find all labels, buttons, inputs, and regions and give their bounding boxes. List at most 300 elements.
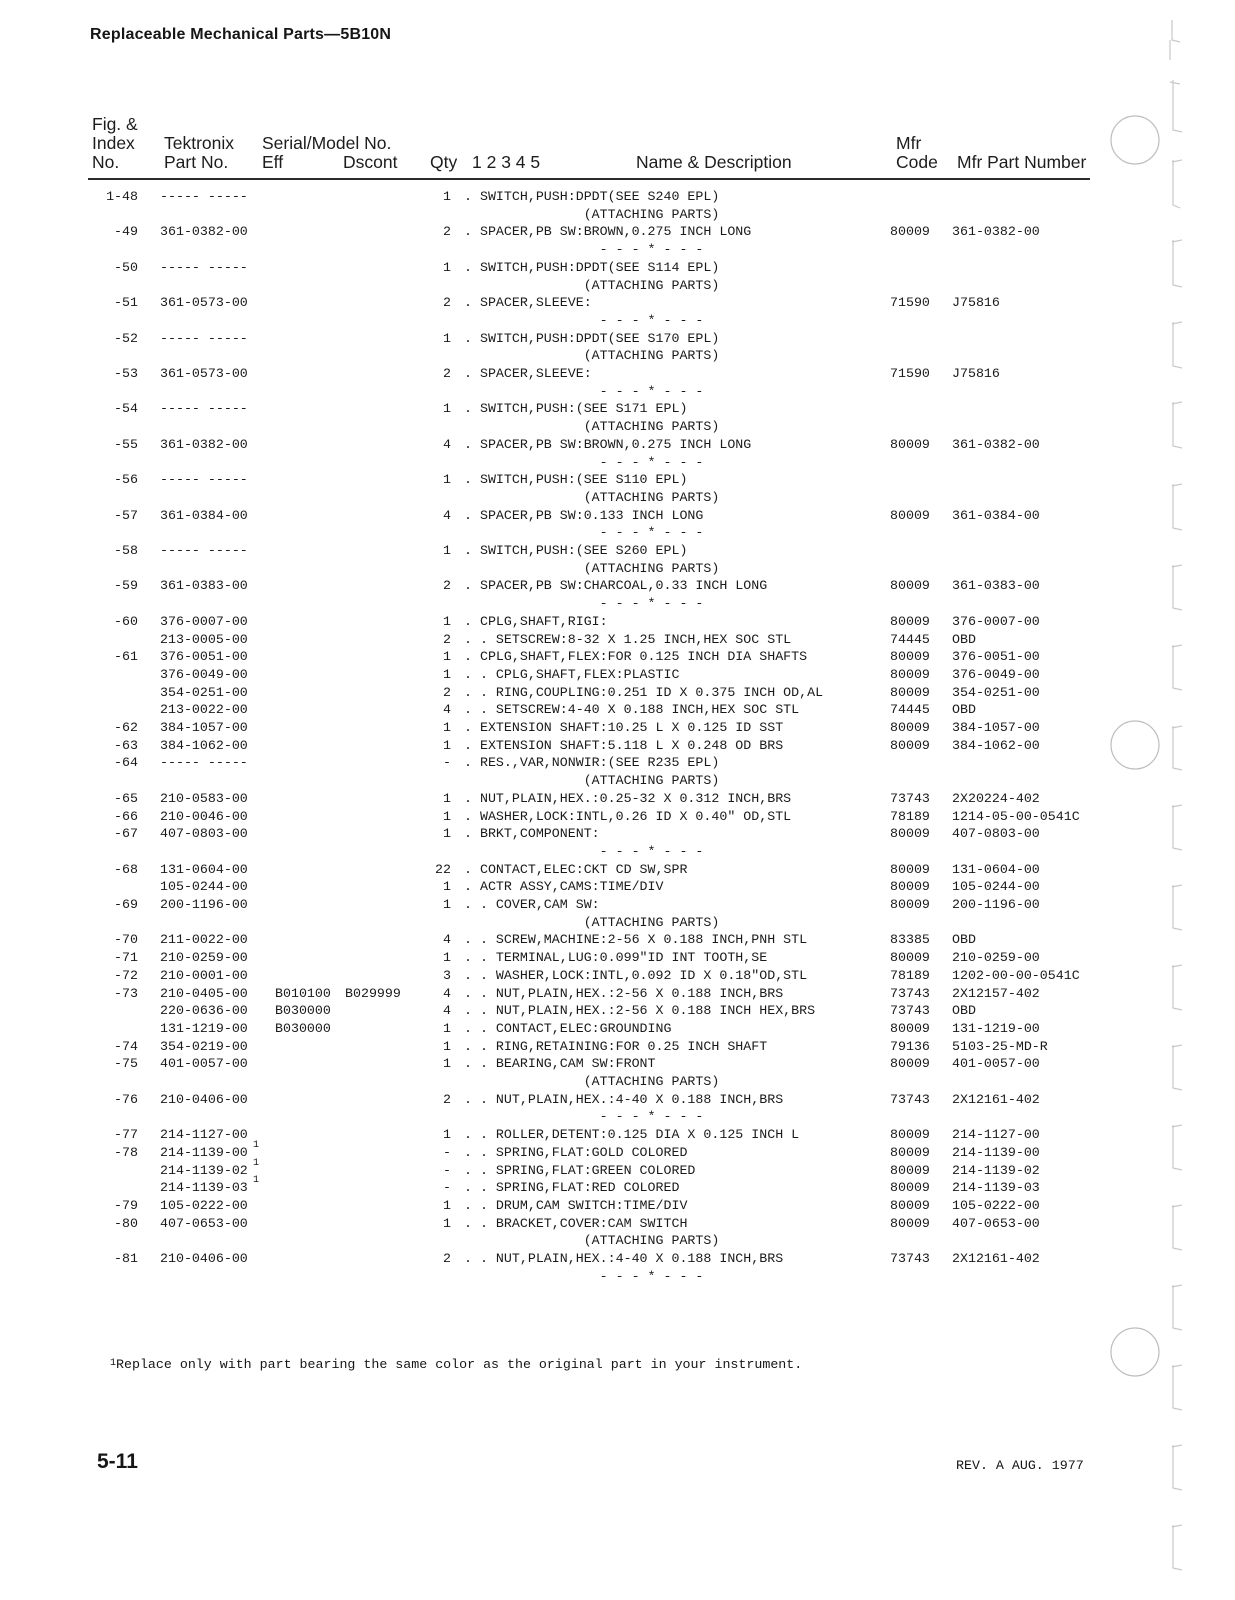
name-description: . . SPRING,FLAT:GREEN COLORED: [464, 1162, 696, 1178]
part-number: ----- -----: [160, 330, 248, 346]
name-description: . NUT,PLAIN,HEX.:0.25-32 X 0.312 INCH,BRS: [464, 790, 792, 806]
quantity: 1: [443, 613, 451, 629]
part-number: 200-1196-00: [160, 897, 248, 912]
fig-index: -79: [114, 1197, 138, 1213]
mfr-code: 73743: [890, 1251, 930, 1266]
fig-index: -70: [114, 932, 138, 948]
quantity: 1: [443, 189, 451, 204]
quantity: 1: [443, 666, 451, 682]
col-part-no: Tektronix Part No.: [164, 133, 235, 172]
mfr-code: 78189: [890, 808, 930, 824]
table-row: [0, 1091, 1235, 1109]
footnote-marker: 1: [110, 1358, 117, 1369]
fig-index: -71: [114, 950, 138, 966]
table-row: [0, 1020, 1235, 1038]
quantity: 2: [443, 631, 451, 647]
table-row: [0, 400, 1235, 418]
quantity: 1: [443, 1056, 451, 1072]
part-number: 384-1062-00: [160, 737, 248, 753]
fig-index: -53: [114, 366, 138, 381]
part-number: 376-0007-00: [160, 613, 248, 629]
mfr-code: 80009: [890, 1197, 930, 1213]
mfr-code: 80009: [890, 1162, 930, 1178]
mfr-code: 73743: [890, 790, 930, 806]
name-description: . . COVER,CAM SW:: [464, 897, 600, 912]
mfr-part-number: 407-0653-00: [952, 1215, 1040, 1231]
table-row: [0, 684, 1235, 702]
name-description: . SWITCH,PUSH:(SEE S260 EPL): [464, 543, 688, 558]
part-number: 384-1057-00: [160, 720, 248, 735]
mfr-part-number: J75816: [952, 366, 1000, 381]
name-description: . CPLG,SHAFT,RIGI:: [464, 613, 608, 629]
serial-eff: B010100: [275, 985, 331, 1001]
serial-eff: B030000: [275, 1020, 331, 1036]
mfr-code: 80009: [890, 436, 930, 452]
mfr-part-number: 361-0382-00: [952, 436, 1040, 452]
name-description: . BRKT,COMPONENT:: [464, 826, 600, 842]
fig-index: -65: [114, 790, 138, 806]
quantity: 1: [443, 330, 451, 346]
fig-index: -49: [114, 224, 138, 240]
name-description: (ATTACHING PARTS): [464, 1074, 720, 1089]
mfr-part-number: OBD: [952, 1003, 976, 1019]
fig-index: -74: [114, 1038, 138, 1054]
mfr-code: 74445: [890, 631, 930, 647]
col-serial: Serial/Model No.: [262, 133, 392, 153]
quantity: 4: [443, 436, 451, 452]
name-description: . . ROLLER,DETENT:0.125 DIA X 0.125 INCH L: [464, 1127, 800, 1143]
table-row: [0, 914, 1235, 932]
quantity: 2: [443, 1091, 451, 1107]
page-header: Replaceable Mechanical Parts—5B10N: [90, 26, 392, 43]
table-row: [0, 206, 1235, 224]
name-description: . SPACER,PB SW:BROWN,0.275 INCH LONG: [464, 224, 752, 240]
fig-index: -72: [114, 967, 138, 983]
mfr-part-number: 214-1139-00: [952, 1144, 1040, 1160]
mfr-part-number: 2X12157-402: [952, 985, 1040, 1001]
quantity: 1: [443, 472, 451, 488]
table-row: [0, 294, 1235, 312]
table-row: [0, 825, 1235, 843]
part-number: 376-0051-00: [160, 649, 248, 665]
part-number: 407-0653-00: [160, 1215, 248, 1231]
mfr-code: 80009: [890, 1127, 930, 1143]
name-description: - - - * - - -: [464, 1268, 704, 1284]
table-row: [0, 878, 1235, 896]
mfr-code: 80009: [890, 613, 930, 629]
part-number: 210-0406-00: [160, 1091, 248, 1107]
name-description: (ATTACHING PARTS): [464, 419, 720, 435]
fig-index: -80: [114, 1215, 138, 1231]
quantity: 4: [443, 932, 451, 948]
name-description: . RES.,VAR,NONWIR:(SEE R235 EPL): [464, 755, 720, 771]
mfr-code: 74445: [890, 702, 930, 718]
part-number: 131-0604-00: [160, 861, 248, 877]
part-number: 376-0049-00: [160, 666, 248, 682]
mfr-code: 80009: [890, 684, 930, 700]
name-description: . SPACER,SLEEVE:: [464, 366, 592, 381]
mfr-code: 80009: [890, 720, 930, 735]
table-row: [0, 241, 1235, 259]
name-description: (ATTACHING PARTS): [464, 489, 720, 505]
fig-index: -68: [114, 861, 138, 877]
mfr-part-number: 131-0604-00: [952, 861, 1040, 877]
name-description: (ATTACHING PARTS): [464, 348, 720, 364]
fig-index: -81: [114, 1251, 138, 1266]
part-number: 214-1139-00: [160, 1144, 248, 1160]
mfr-part-number: 361-0382-00: [952, 224, 1040, 240]
mfr-part-number: 376-0049-00: [952, 666, 1040, 682]
quantity: 1: [443, 401, 451, 417]
mfr-code: 80009: [890, 649, 930, 665]
name-description: . . CPLG,SHAFT,FLEX:PLASTIC: [464, 666, 680, 682]
table-row: [0, 1038, 1235, 1056]
table-row: [0, 436, 1235, 454]
mfr-part-number: OBD: [952, 932, 976, 948]
mfr-part-number: 200-1196-00: [952, 897, 1040, 912]
name-description: . SPACER,PB SW:CHARCOAL,0.33 INCH LONG: [464, 578, 768, 594]
part-number: 361-0573-00: [160, 366, 248, 381]
table-row: [0, 1126, 1235, 1144]
mfr-code: 71590: [890, 366, 930, 381]
name-description: . SWITCH,PUSH:(SEE S110 EPL): [464, 472, 688, 488]
part-number: 354-0251-00: [160, 684, 248, 700]
fig-index: -59: [114, 578, 138, 594]
table-row: [0, 454, 1235, 472]
name-description: . SWITCH,PUSH:DPDT(SEE S170 EPL): [464, 330, 720, 346]
quantity: 1: [443, 1127, 451, 1143]
fig-index: -52: [114, 330, 138, 346]
mfr-part-number: 376-0051-00: [952, 649, 1040, 665]
mfr-part-number: 214-1139-03: [952, 1180, 1040, 1196]
name-description: . . WASHER,LOCK:INTL,0.092 ID X 0.18"OD,STL: [464, 967, 808, 983]
name-description: (ATTACHING PARTS): [464, 560, 720, 576]
fig-index: -73: [114, 985, 138, 1001]
mfr-code: 83385: [890, 932, 930, 948]
part-number: 354-0219-00: [160, 1038, 248, 1054]
mfr-part-number: 361-0383-00: [952, 578, 1040, 594]
mfr-part-number: J75816: [952, 295, 1000, 311]
mfr-part-number: 105-0244-00: [952, 879, 1040, 895]
part-number: 211-0022-00: [160, 932, 248, 948]
name-description: . . BEARING,CAM SW:FRONT: [464, 1056, 656, 1072]
table-row: [0, 896, 1235, 914]
mfr-code: 80009: [890, 1180, 930, 1196]
name-description: . SWITCH,PUSH:DPDT(SEE S114 EPL): [464, 259, 720, 275]
quantity: 1: [443, 543, 451, 558]
name-description: . . NUT,PLAIN,HEX.:4-40 X 0.188 INCH,BRS: [464, 1251, 784, 1266]
mfr-code: 80009: [890, 578, 930, 594]
table-row: [0, 383, 1235, 401]
name-description: (ATTACHING PARTS): [464, 277, 720, 293]
name-description: - - - * - - -: [464, 596, 704, 612]
mfr-part-number: 131-1219-00: [952, 1020, 1040, 1036]
mfr-part-number: OBD: [952, 702, 976, 718]
mfr-part-number: 214-1139-02: [952, 1162, 1040, 1178]
mfr-code: 73743: [890, 985, 930, 1001]
name-description: . . SETSCREW:8-32 X 1.25 INCH,HEX SOC STL: [464, 631, 792, 647]
part-number: 214-1127-00: [160, 1127, 248, 1143]
mfr-part-number: 1214-05-00-0541C: [952, 808, 1080, 824]
quantity: 1: [443, 720, 451, 735]
part-number: 361-0382-00: [160, 224, 248, 240]
fig-index: -75: [114, 1056, 138, 1072]
fig-index: -50: [114, 259, 138, 275]
table-row: [0, 560, 1235, 578]
quantity: -: [443, 1144, 451, 1160]
table-row: [0, 931, 1235, 949]
mfr-code: 71590: [890, 295, 930, 311]
table-row: [0, 967, 1235, 985]
name-description: - - - * - - -: [464, 1109, 704, 1125]
fig-index: -62: [114, 720, 138, 735]
table-row: [0, 1175, 1235, 1197]
table-row: [0, 1268, 1235, 1286]
fig-index: -77: [114, 1127, 138, 1143]
mfr-part-number: 105-0222-00: [952, 1197, 1040, 1213]
table-row: [0, 471, 1235, 489]
table-row: [0, 542, 1235, 560]
mfr-part-number: 401-0057-00: [952, 1056, 1040, 1072]
part-number: 210-0406-00: [160, 1251, 248, 1266]
table-row: [0, 259, 1235, 277]
quantity: 3: [443, 967, 451, 983]
part-number: 210-0046-00: [160, 808, 248, 824]
quantity: 1: [443, 1197, 451, 1213]
table-row: [0, 754, 1235, 772]
fig-index: -66: [114, 808, 138, 824]
fig-index: -57: [114, 507, 138, 523]
name-description: . . CONTACT,ELEC:GROUNDING: [464, 1020, 672, 1036]
part-number: 210-0405-00: [160, 985, 248, 1001]
table-row: [0, 701, 1235, 719]
part-number: 407-0803-00: [160, 826, 248, 842]
quantity: 1: [443, 1020, 451, 1036]
quantity: 2: [443, 1251, 451, 1266]
table-row: [0, 595, 1235, 613]
fig-index: -56: [114, 472, 138, 488]
table-row: [0, 418, 1235, 436]
table-row: [0, 843, 1235, 861]
name-description: . . SPRING,FLAT:RED COLORED: [464, 1180, 680, 1196]
part-number: 213-0005-00: [160, 631, 248, 647]
part-number: 220-0636-00: [160, 1003, 248, 1019]
name-description: . . SCREW,MACHINE:2-56 X 0.188 INCH,PNH STL: [464, 932, 808, 948]
mfr-part-number: 1202-00-00-0541C: [952, 967, 1080, 983]
name-description: . SPACER,SLEEVE:: [464, 295, 592, 311]
quantity: 1: [443, 1215, 451, 1231]
fig-index: -78: [114, 1144, 138, 1160]
name-description: . . RING,COUPLING:0.251 ID X 0.375 INCH OD,AL: [464, 684, 824, 700]
quantity: 1: [443, 649, 451, 665]
quantity: 4: [443, 985, 451, 1001]
revision-date: REV. A AUG. 1977: [956, 1458, 1084, 1473]
fig-index: -61: [114, 649, 138, 665]
table-row: [0, 1055, 1235, 1073]
table-row: [0, 507, 1235, 525]
col-name-description: Name & Description: [636, 152, 792, 172]
quantity: 2: [443, 366, 451, 381]
quantity: 2: [443, 224, 451, 240]
part-number: 210-0001-00: [160, 967, 248, 983]
name-description: . CONTACT,ELEC:CKT CD SW,SPR: [464, 861, 688, 877]
mfr-part-number: 2X12161-402: [952, 1091, 1040, 1107]
name-description: - - - * - - -: [464, 454, 704, 470]
fig-index: -60: [114, 613, 138, 629]
quantity: 1: [443, 737, 451, 753]
mfr-code: 80009: [890, 826, 930, 842]
table-row: [0, 1073, 1235, 1091]
quantity: 4: [443, 702, 451, 718]
mfr-part-number: 407-0803-00: [952, 826, 1040, 842]
part-number: 214-1139-03: [160, 1180, 248, 1196]
name-description: - - - * - - -: [464, 843, 704, 859]
part-number: 361-0382-00: [160, 436, 248, 452]
mfr-code: 80009: [890, 507, 930, 523]
name-description: . . RING,RETAINING:FOR 0.25 INCH SHAFT: [464, 1038, 768, 1054]
table-row: [0, 1232, 1235, 1250]
fig-index: -67: [114, 826, 138, 842]
mfr-code: 73743: [890, 1091, 930, 1107]
name-description: . CPLG,SHAFT,FLEX:FOR 0.125 INCH DIA SHAFTS: [464, 649, 808, 665]
footnote-text: Replace only with part bearing the same color as the original part in your instrument.: [116, 1357, 803, 1372]
mfr-code: 80009: [890, 1144, 930, 1160]
part-number: 105-0222-00: [160, 1197, 248, 1213]
part-number: ----- -----: [160, 189, 248, 204]
table-row: [0, 737, 1235, 755]
quantity: 2: [443, 578, 451, 594]
table-row: [0, 1157, 1235, 1180]
name-description: . . SETSCREW:4-40 X 0.188 INCH,HEX SOC STL: [464, 702, 800, 718]
serial-dscont: B029999: [345, 985, 401, 1001]
mfr-code: 79136: [890, 1038, 930, 1054]
footnote-ref: 1: [253, 1175, 260, 1187]
quantity: -: [443, 1162, 451, 1178]
quantity: 2: [443, 684, 451, 700]
part-number: 401-0057-00: [160, 1056, 248, 1072]
part-number: 361-0384-00: [160, 507, 248, 523]
table-row: [0, 1250, 1235, 1268]
mfr-code: 78189: [890, 967, 930, 983]
col-qty: Qty: [430, 152, 458, 172]
quantity: 1: [443, 790, 451, 806]
mfr-part-number: 354-0251-00: [952, 684, 1040, 700]
table-row: [0, 347, 1235, 365]
footnote: [110, 1356, 802, 1376]
table-row: [0, 365, 1235, 383]
part-number: ----- -----: [160, 472, 248, 488]
table-row: [0, 666, 1235, 684]
table-row: [0, 1139, 1235, 1162]
name-description: . SWITCH,PUSH:DPDT(SEE S240 EPL): [464, 189, 720, 204]
part-number: 210-0583-00: [160, 790, 248, 806]
col-eff: Eff: [262, 152, 284, 172]
name-description: - - - * - - -: [464, 525, 704, 541]
table-row: [0, 524, 1235, 542]
part-number: 214-1139-02: [160, 1162, 248, 1178]
table-row: [0, 577, 1235, 595]
name-description: . EXTENSION SHAFT:5.118 L X 0.248 OD BRS: [464, 737, 784, 753]
mfr-code: 80009: [890, 1056, 930, 1072]
table-row: [0, 330, 1235, 348]
table-row: [0, 277, 1235, 295]
table-row: [0, 312, 1235, 330]
part-number: 213-0022-00: [160, 702, 248, 718]
table-row: [0, 808, 1235, 826]
name-description: (ATTACHING PARTS): [464, 1233, 720, 1249]
fig-index: -58: [114, 543, 138, 558]
name-description: - - - * - - -: [464, 242, 704, 258]
table-row: [0, 1197, 1235, 1215]
name-description: . . TERMINAL,LUG:0.099"ID INT TOOTH,SE: [464, 950, 768, 966]
mfr-code: 80009: [890, 224, 930, 240]
mfr-code: 73743: [890, 1003, 930, 1019]
part-number: 361-0573-00: [160, 295, 248, 311]
fig-index: -54: [114, 401, 138, 417]
table-row: [0, 985, 1235, 1003]
table-row: [0, 613, 1235, 631]
name-description: (ATTACHING PARTS): [464, 914, 720, 930]
fig-index: -51: [114, 295, 138, 311]
part-number: ----- -----: [160, 543, 248, 558]
mfr-part-number: 361-0384-00: [952, 507, 1040, 523]
mfr-part-number: 5103-25-MD-R: [952, 1038, 1048, 1054]
part-number: 361-0383-00: [160, 578, 248, 594]
col-mfr-code: Mfr Code: [896, 133, 938, 172]
quantity: 1: [443, 1038, 451, 1054]
quantity: -: [443, 755, 451, 771]
fig-index: -64: [114, 755, 138, 771]
table-row: [0, 631, 1235, 649]
table-row: [0, 790, 1235, 808]
part-number: ----- -----: [160, 401, 248, 417]
fig-index: -69: [114, 897, 138, 912]
mfr-code: 80009: [890, 897, 930, 912]
name-description: . . NUT,PLAIN,HEX.:2-56 X 0.188 INCH HEX,BRS: [464, 1003, 816, 1019]
mfr-code: 80009: [890, 1020, 930, 1036]
mfr-part-number: 210-0259-00: [952, 950, 1040, 966]
fig-index: 1-48: [106, 189, 138, 204]
col-fig-index: Fig. & Index No.: [92, 114, 138, 172]
name-description: . . SPRING,FLAT:GOLD COLORED: [464, 1144, 688, 1160]
table-row: [0, 1215, 1235, 1233]
name-description: - - - * - - -: [464, 383, 704, 399]
name-description: - - - * - - -: [464, 312, 704, 328]
quantity: 1: [443, 259, 451, 275]
mfr-code: 80009: [890, 1215, 930, 1231]
serial-eff: B030000: [275, 1003, 331, 1019]
table-row: [0, 188, 1235, 206]
binder-edge-decoration: [1100, 0, 1235, 1600]
mfr-part-number: 384-1057-00: [952, 720, 1040, 735]
name-description: (ATTACHING PARTS): [464, 773, 720, 789]
quantity: 4: [443, 1003, 451, 1019]
name-description: . SPACER,PB SW:BROWN,0.275 INCH LONG: [464, 436, 752, 452]
quantity: 4: [443, 507, 451, 523]
table-row: [0, 1108, 1235, 1126]
table-row: [0, 772, 1235, 790]
mfr-code: 80009: [890, 950, 930, 966]
mfr-code: 80009: [890, 879, 930, 895]
quantity: 2: [443, 295, 451, 311]
table-row: [0, 719, 1235, 737]
part-number: 210-0259-00: [160, 950, 248, 966]
mfr-code: 80009: [890, 666, 930, 682]
table-row: [0, 648, 1235, 666]
name-description: . SPACER,PB SW:0.133 INCH LONG: [464, 507, 704, 523]
table-row: [0, 1002, 1235, 1020]
table-row: [0, 861, 1235, 879]
